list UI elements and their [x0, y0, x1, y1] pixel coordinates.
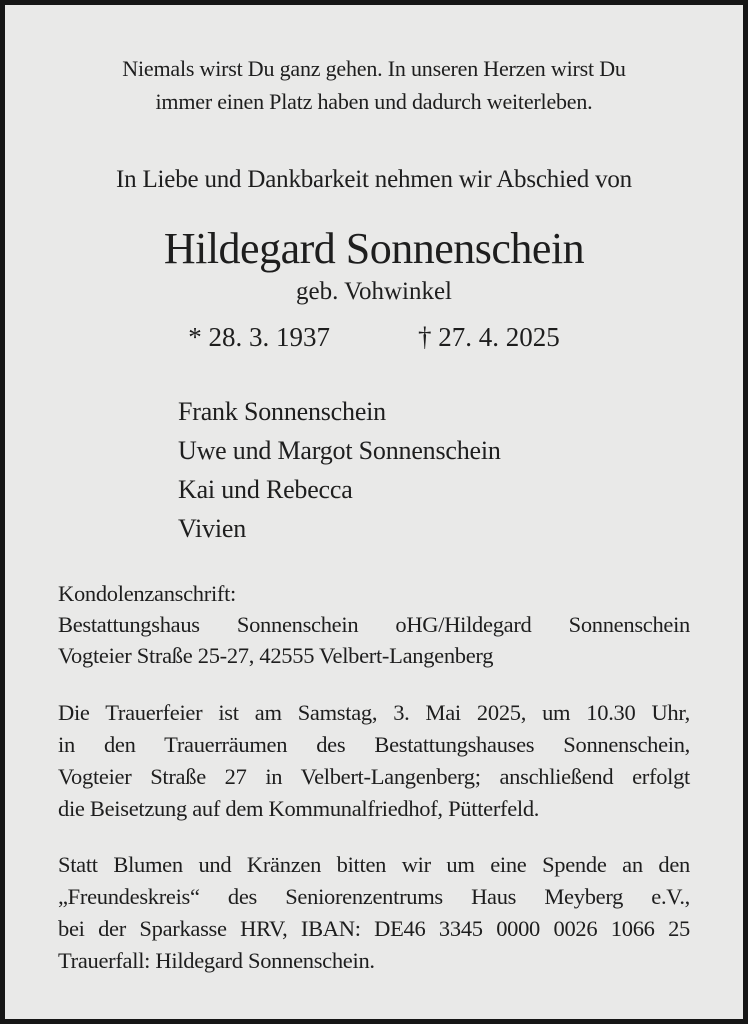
funeral-service-info	[58, 697, 690, 825]
donation-line: Trauerfall: Hildegard Sonnenschein.	[58, 948, 375, 973]
condolence-heading: Kondolenzanschrift:	[58, 581, 236, 606]
epigraph	[58, 52, 690, 118]
epigraph-line: Niemals wirst Du ganz gehen. In unseren Herzen wirst Du	[122, 56, 626, 81]
mourner-name: Kai und Rebecca	[178, 475, 353, 504]
mourners-list	[58, 392, 690, 548]
service-line: Die Trauerfeier ist am Samstag, 3. Mai 2025, um 10.30 Uhr,	[58, 700, 690, 725]
maiden-name: geb. Vohwinkel	[295, 278, 453, 305]
life-dates	[58, 320, 690, 354]
epigraph-line: immer einen Platz haben und dadurch weiterleben.	[155, 89, 593, 114]
death-date: † 27. 4. 2025	[418, 322, 560, 352]
condolence-address	[58, 578, 690, 671]
condolence-line: Bestattungshaus Sonnenschein oHG/Hildegard Sonnenschein	[58, 612, 690, 637]
deceased-name: Hildegard Sonnenschein	[163, 224, 585, 273]
condolence-line: Vogteier Straße 25-27, 42555 Velbert-Langenberg	[58, 643, 494, 668]
farewell-intro: In Liebe und Dankbarkeit nehmen wir Abschied von	[116, 166, 632, 193]
donation-request	[58, 849, 690, 977]
service-line: in den Trauerräumen des Bestattungshauses Sonnenschein,	[58, 732, 690, 757]
service-line: die Beisetzung auf dem Kommunalfriedhof, Pütterfeld.	[58, 796, 540, 821]
birth-date: * 28. 3. 1937	[188, 322, 330, 352]
mourner-name: Uwe und Margot Sonnenschein	[178, 436, 501, 465]
mourner-name: Vivien	[178, 514, 247, 543]
service-line: Vogteier Straße 27 in Velbert-Langenberg; anschließend erfolgt	[58, 764, 690, 789]
donation-line: „Freundeskreis“ des Seniorenzentrums Haus Meyberg e.V.,	[58, 884, 690, 909]
obituary-content	[5, 52, 743, 1024]
donation-line: bei der Sparkasse HRV, IBAN: DE46 3345 0000 0026 1066 25	[58, 916, 690, 941]
mourner-name: Frank Sonnenschein	[178, 397, 386, 426]
donation-line: Statt Blumen und Kränzen bitten wir um eine Spende an den	[58, 852, 690, 877]
